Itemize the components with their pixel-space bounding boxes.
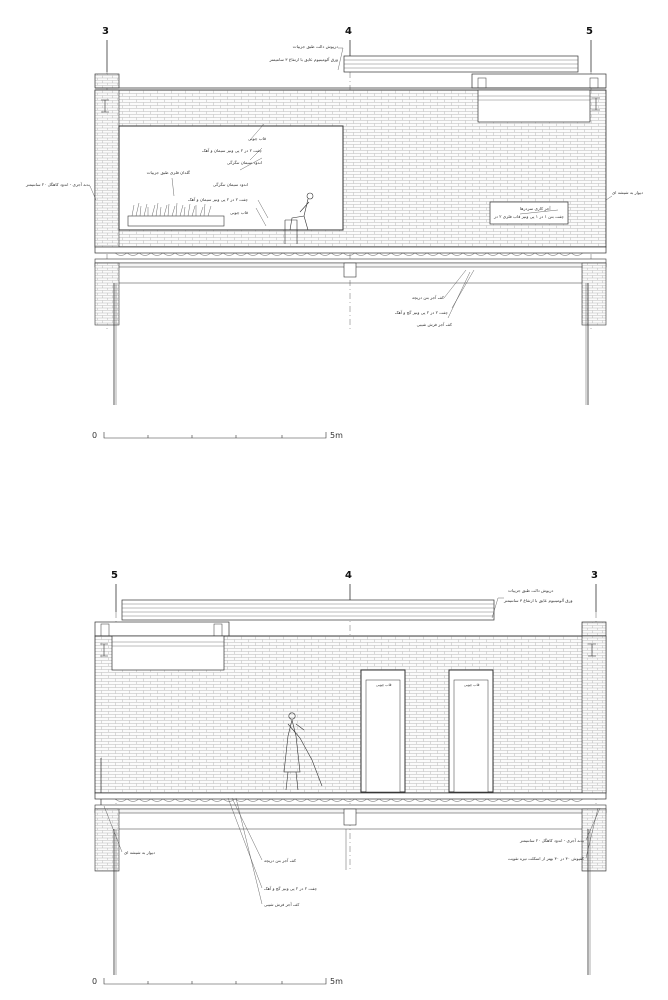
grid-axis-label: 4: [345, 26, 352, 37]
annotation-bench-c: قاب چوبی: [230, 210, 248, 215]
annotation-floor-c: کف آجر فرش شیبی: [264, 902, 300, 907]
door-label-right: قاب چوبی: [464, 683, 480, 687]
annotation-floor-a: کف آجر بتن دریچه: [411, 295, 444, 300]
annotation-bench-b: چفت ۲ در ۲ پی ونیز سیمان و آهک: [188, 197, 248, 202]
annotation-floor-a: کف آجر بتن دریچه: [264, 858, 297, 863]
annotation-floor-b: چفت ۲ در ۲ پی ونیز گچ و آهک: [264, 886, 318, 891]
annotation-right-b: کفپوش ۳۰ در ۳۰ بهتر از اسکلت تیره تقویت: [507, 856, 584, 861]
annotation-roof-insulation: ورق آلومینیوم عایق با ارتفاع ۳ سانتیمتر: [269, 57, 338, 62]
annotation-window-a: آجر کاری سردرها: [520, 206, 551, 211]
scale-start-label: 0: [92, 431, 98, 440]
scale-start-label: 0: [92, 977, 98, 986]
door-label-left: قاب چوبی: [376, 683, 392, 687]
grid-axis-label: 3: [591, 570, 598, 581]
annotation-roof-insulation: ورق آلومینیوم عایق با ارتفاع ۳ سانتیمتر: [504, 598, 573, 603]
annotation-wall-finish: بدنه آجری - اندود کاهگل ۲۰ سانتیمتر: [26, 182, 90, 187]
grid-axis-label: 5: [111, 570, 118, 581]
annotation-plaster-a: چفت ۲ در ۲ پی ونیز سیمان و آهک: [202, 148, 262, 153]
annotation-plaster-b: اندود سیمان تنگرگی: [226, 160, 262, 165]
annotation-frame-wood: قاب چوبی: [248, 136, 266, 141]
annotation-greenery: گلدان فلزی طبق جزییات: [146, 170, 190, 175]
scale-end-label: 5m: [330, 977, 343, 986]
grid-axis-label: 5: [586, 26, 593, 37]
top-section: [90, 40, 612, 438]
annotation-roof-cover: درپوش دالت طبق جزییات: [508, 588, 554, 593]
grid-axis-label: 4: [345, 570, 352, 581]
scale-end-label: 5m: [330, 431, 343, 440]
annotation-bench-a: اندود سیمان تنگرگی: [212, 182, 248, 187]
annotation-right-a: بدنه آجری - اندود کاهگل ۲۰ سانتیمتر: [520, 838, 584, 843]
annotation-floor-c: کف آجر فرش شیبی: [416, 322, 452, 327]
annotation-floor-b: چفت ۲ در ۲ پی ونیز گچ و آهک: [394, 310, 448, 315]
annotation-roof-cover: درپوش دالت طبق جزییات: [292, 44, 338, 49]
annotation-left-wall: دیوار به شیشه ای: [124, 850, 155, 855]
annotation-right-wall: دیوار به شیشه ای: [612, 190, 643, 195]
annotation-window-b: چفت بتن ۱ در ۱ پی ونیز قاب فلزی ۲ در: [494, 214, 564, 219]
bottom-section: [95, 584, 606, 984]
grid-axis-label: 3: [102, 26, 109, 37]
